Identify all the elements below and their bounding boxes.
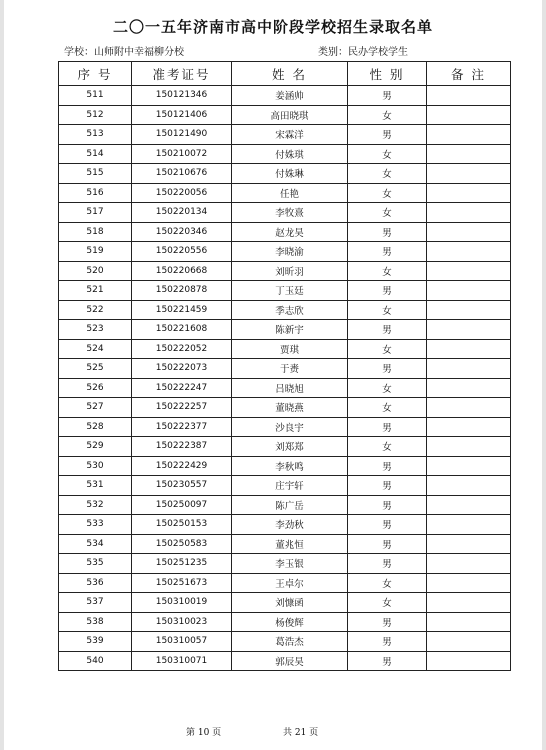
table-row: [59, 144, 511, 164]
cell-gender: 男: [348, 359, 427, 379]
cell-note: [427, 320, 511, 340]
cell-exam-id: 150220056: [132, 183, 232, 203]
cell-gender: 男: [348, 476, 427, 496]
cell-name: 刘郑郑: [232, 437, 348, 457]
cell-seq: 537: [59, 593, 132, 613]
cell-note: [427, 632, 511, 652]
cell-gender: 女: [348, 105, 427, 125]
column-header-seq: 序 号: [59, 62, 132, 86]
cell-name: 任艳: [232, 183, 348, 203]
table-row: [59, 651, 511, 671]
table-row: [59, 222, 511, 242]
cell-exam-id: 150222377: [132, 417, 232, 437]
cell-gender: 女: [348, 203, 427, 223]
table-row: [59, 261, 511, 281]
cell-name: 宋霖洋: [232, 125, 348, 145]
cell-name: 姜涵帅: [232, 86, 348, 106]
cell-gender: 男: [348, 651, 427, 671]
cell-seq: 536: [59, 573, 132, 593]
cell-gender: 女: [348, 164, 427, 184]
cell-note: [427, 144, 511, 164]
document-title: 二〇一五年济南市高中阶段学校招生录取名单: [112, 18, 433, 36]
category-label: 类别：民办学校学生: [318, 47, 408, 58]
cell-exam-id: 150310019: [132, 593, 232, 613]
table-row: [59, 378, 511, 398]
cell-seq: 522: [59, 300, 132, 320]
cell-gender: 男: [348, 515, 427, 535]
cell-note: [427, 417, 511, 437]
cell-gender: 男: [348, 125, 427, 145]
cell-name: 刘昕羽: [232, 261, 348, 281]
cell-seq: 514: [59, 144, 132, 164]
cell-exam-id: 150121346: [132, 86, 232, 106]
table-row: [59, 632, 511, 652]
table-row: [59, 593, 511, 613]
table-row: [59, 125, 511, 145]
table-row: [59, 242, 511, 262]
column-header-name: 姓 名: [232, 62, 348, 86]
cell-exam-id: 150220134: [132, 203, 232, 223]
cell-seq: 534: [59, 534, 132, 554]
table-body: [59, 86, 511, 671]
cell-exam-id: 150220346: [132, 222, 232, 242]
cell-note: [427, 203, 511, 223]
table-row: [59, 320, 511, 340]
table-row: [59, 495, 511, 515]
cell-gender: 男: [348, 281, 427, 301]
table-header-row: [59, 62, 511, 86]
table-row: [59, 183, 511, 203]
column-header-exam-id: 准考证号: [132, 62, 232, 86]
cell-gender: 男: [348, 554, 427, 574]
cell-seq: 521: [59, 281, 132, 301]
cell-name: 李玉银: [232, 554, 348, 574]
cell-seq: 539: [59, 632, 132, 652]
cell-seq: 511: [59, 86, 132, 106]
cell-gender: 男: [348, 632, 427, 652]
cell-seq: 526: [59, 378, 132, 398]
cell-name: 季志欣: [232, 300, 348, 320]
cell-seq: 529: [59, 437, 132, 457]
table-row: [59, 554, 511, 574]
cell-exam-id: 150310071: [132, 651, 232, 671]
table-row: [59, 417, 511, 437]
cell-note: [427, 456, 511, 476]
cell-gender: 女: [348, 144, 427, 164]
table-row: [59, 573, 511, 593]
cell-name: 董兆恒: [232, 534, 348, 554]
cell-exam-id: 150222073: [132, 359, 232, 379]
cell-name: 沙良宇: [232, 417, 348, 437]
column-header-note: 备 注: [427, 62, 511, 86]
page-number: 第 10 页: [186, 728, 222, 738]
cell-note: [427, 651, 511, 671]
cell-note: [427, 476, 511, 496]
cell-note: [427, 554, 511, 574]
cell-exam-id: 150222429: [132, 456, 232, 476]
cell-name: 高田晓琪: [232, 105, 348, 125]
school-label: 学校：山师附中幸福柳分校: [64, 47, 184, 58]
table-row: [59, 359, 511, 379]
cell-exam-id: 150221608: [132, 320, 232, 340]
cell-seq: 513: [59, 125, 132, 145]
table-row: [59, 86, 511, 106]
cell-name: 陈新宇: [232, 320, 348, 340]
cell-gender: 男: [348, 222, 427, 242]
cell-seq: 527: [59, 398, 132, 418]
cell-seq: 532: [59, 495, 132, 515]
cell-exam-id: 150250153: [132, 515, 232, 535]
cell-seq: 533: [59, 515, 132, 535]
cell-exam-id: 150210072: [132, 144, 232, 164]
table-row: [59, 612, 511, 632]
cell-note: [427, 125, 511, 145]
cell-name: 付姝琳: [232, 164, 348, 184]
cell-gender: 男: [348, 456, 427, 476]
cell-seq: 531: [59, 476, 132, 496]
cell-gender: 女: [348, 339, 427, 359]
cell-name: 于赉: [232, 359, 348, 379]
cell-seq: 512: [59, 105, 132, 125]
table-row: [59, 164, 511, 184]
admission-table: [58, 61, 511, 671]
cell-note: [427, 300, 511, 320]
cell-gender: 女: [348, 398, 427, 418]
cell-note: [427, 398, 511, 418]
cell-gender: 男: [348, 417, 427, 437]
cell-note: [427, 242, 511, 262]
cell-note: [427, 378, 511, 398]
cell-seq: 515: [59, 164, 132, 184]
cell-name: 丁玉廷: [232, 281, 348, 301]
cell-exam-id: 150250097: [132, 495, 232, 515]
table-row: [59, 437, 511, 457]
cell-gender: 女: [348, 300, 427, 320]
page-edge-right: [542, 0, 546, 750]
cell-seq: 523: [59, 320, 132, 340]
cell-note: [427, 261, 511, 281]
cell-seq: 530: [59, 456, 132, 476]
cell-exam-id: 150221459: [132, 300, 232, 320]
cell-seq: 518: [59, 222, 132, 242]
cell-note: [427, 222, 511, 242]
cell-note: [427, 437, 511, 457]
cell-gender: 男: [348, 612, 427, 632]
cell-exam-id: 150222257: [132, 398, 232, 418]
cell-exam-id: 150251673: [132, 573, 232, 593]
cell-note: [427, 593, 511, 613]
cell-exam-id: 150220556: [132, 242, 232, 262]
cell-gender: 女: [348, 573, 427, 593]
cell-name: 李劲秋: [232, 515, 348, 535]
cell-note: [427, 339, 511, 359]
cell-note: [427, 612, 511, 632]
cell-name: 李秋鸣: [232, 456, 348, 476]
cell-seq: 535: [59, 554, 132, 574]
cell-note: [427, 86, 511, 106]
cell-name: 杨俊辉: [232, 612, 348, 632]
cell-note: [427, 183, 511, 203]
cell-seq: 519: [59, 242, 132, 262]
cell-note: [427, 515, 511, 535]
cell-note: [427, 534, 511, 554]
cell-seq: 520: [59, 261, 132, 281]
table-row: [59, 456, 511, 476]
cell-note: [427, 281, 511, 301]
cell-gender: 男: [348, 534, 427, 554]
page-total: 共 21 页: [283, 728, 319, 738]
cell-name: 付姝琪: [232, 144, 348, 164]
cell-note: [427, 105, 511, 125]
table-row: [59, 300, 511, 320]
cell-name: 葛浩杰: [232, 632, 348, 652]
cell-seq: 528: [59, 417, 132, 437]
table-row: [59, 515, 511, 535]
cell-exam-id: 150220668: [132, 261, 232, 281]
table-row: [59, 339, 511, 359]
cell-note: [427, 495, 511, 515]
cell-seq: 524: [59, 339, 132, 359]
cell-name: 董晓燕: [232, 398, 348, 418]
table-row: [59, 105, 511, 125]
cell-note: [427, 359, 511, 379]
cell-seq: 540: [59, 651, 132, 671]
cell-exam-id: 150121490: [132, 125, 232, 145]
cell-note: [427, 573, 511, 593]
table-row: [59, 476, 511, 496]
cell-exam-id: 150230557: [132, 476, 232, 496]
cell-gender: 男: [348, 320, 427, 340]
cell-name: 庄宇轩: [232, 476, 348, 496]
cell-name: 王卓尔: [232, 573, 348, 593]
cell-exam-id: 150250583: [132, 534, 232, 554]
cell-gender: 男: [348, 495, 427, 515]
column-header-gender: 性 别: [348, 62, 427, 86]
cell-exam-id: 150222052: [132, 339, 232, 359]
page-edge-left: [0, 0, 4, 750]
cell-seq: 517: [59, 203, 132, 223]
cell-exam-id: 150251235: [132, 554, 232, 574]
cell-name: 陈广岳: [232, 495, 348, 515]
table-row: [59, 281, 511, 301]
cell-exam-id: 150222387: [132, 437, 232, 457]
cell-exam-id: 150222247: [132, 378, 232, 398]
cell-name: 李牧熹: [232, 203, 348, 223]
cell-name: 吕晓旭: [232, 378, 348, 398]
cell-seq: 516: [59, 183, 132, 203]
table-row: [59, 398, 511, 418]
cell-gender: 女: [348, 183, 427, 203]
cell-exam-id: 150310023: [132, 612, 232, 632]
cell-name: 刘慷函: [232, 593, 348, 613]
cell-exam-id: 150210676: [132, 164, 232, 184]
cell-gender: 女: [348, 437, 427, 457]
cell-gender: 女: [348, 261, 427, 281]
cell-note: [427, 164, 511, 184]
table-row: [59, 203, 511, 223]
cell-gender: 女: [348, 593, 427, 613]
cell-seq: 538: [59, 612, 132, 632]
cell-name: 郭辰昊: [232, 651, 348, 671]
cell-gender: 男: [348, 86, 427, 106]
cell-exam-id: 150121406: [132, 105, 232, 125]
cell-name: 贾琪: [232, 339, 348, 359]
cell-seq: 525: [59, 359, 132, 379]
cell-gender: 女: [348, 378, 427, 398]
cell-name: 李晓渝: [232, 242, 348, 262]
table-row: [59, 534, 511, 554]
cell-exam-id: 150310057: [132, 632, 232, 652]
cell-gender: 男: [348, 242, 427, 262]
cell-exam-id: 150220878: [132, 281, 232, 301]
cell-name: 赵龙昊: [232, 222, 348, 242]
